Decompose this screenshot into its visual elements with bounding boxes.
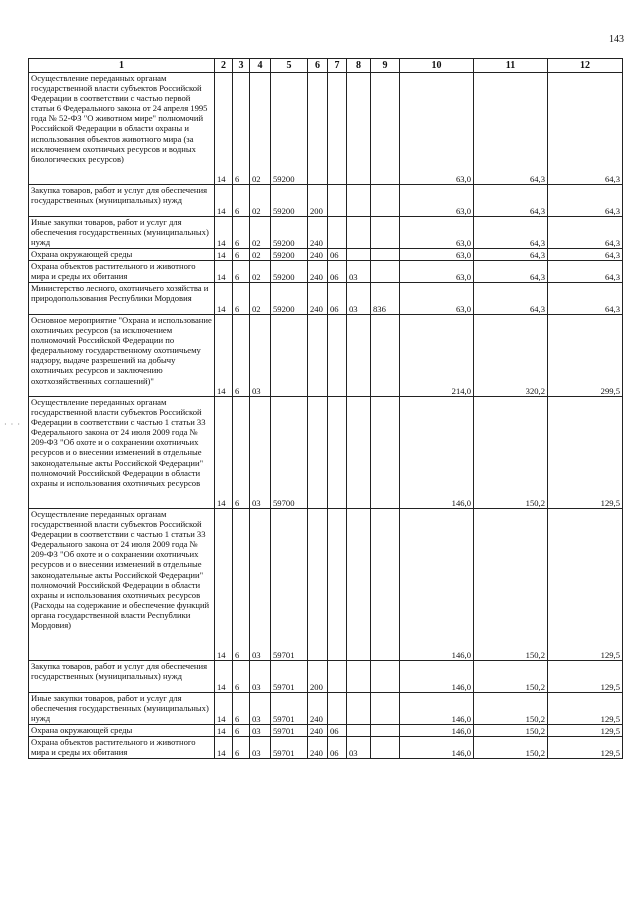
row-description: Министерство лесного, охотничьего хозяйства и природопользования Республики Мордовия — [29, 283, 215, 315]
row-description: Закупка товаров, работ и услуг для обеспечения государственных (муниципальных) нужд — [29, 661, 215, 693]
code-ministry: 14 — [215, 737, 233, 759]
code-subsection — [347, 509, 371, 661]
code-expense-type — [308, 73, 328, 185]
code-department — [371, 217, 400, 249]
code-department — [371, 725, 400, 737]
amount-year-2: 64,3 — [474, 283, 548, 315]
column-header: 5 — [271, 59, 308, 73]
code-subprogram: 03 — [250, 725, 271, 737]
code-ministry: 14 — [215, 509, 233, 661]
code-subprogram: 03 — [250, 509, 271, 661]
column-header: 2 — [215, 59, 233, 73]
code-expense-type: 240 — [308, 725, 328, 737]
column-header: 1 — [29, 59, 215, 73]
code-subsection — [347, 725, 371, 737]
row-description: Осуществление переданных органам государственной власти субъектов Российской Федерации в соответствии с частью 1 статьи 33 Федерального закона от 24 июля 2009 года № 209-ФЗ "Об охоте и о сохранении охотничьих ресурсов и о внесении изменений в отдельные законодательные акты Российской Федерации" полномочий Российской Федерации в области охраны и использования охотничьих ресурсов — [29, 397, 215, 509]
table-row — [29, 73, 623, 185]
code-expense-type: 240 — [308, 283, 328, 315]
code-department — [371, 509, 400, 661]
code-expense-type: 200 — [308, 661, 328, 693]
amount-year-1: 63,0 — [400, 283, 474, 315]
code-section — [328, 185, 347, 217]
amount-year-3: 129,5 — [548, 397, 623, 509]
table-row — [29, 661, 623, 693]
table-row — [29, 185, 623, 217]
column-header: 6 — [308, 59, 328, 73]
code-direction: 59200 — [271, 283, 308, 315]
amount-year-3: 64,3 — [548, 217, 623, 249]
amount-year-1: 214,0 — [400, 315, 474, 397]
code-expense-type: 200 — [308, 185, 328, 217]
code-direction: 59701 — [271, 737, 308, 759]
code-expense-type: 240 — [308, 249, 328, 261]
code-ministry: 14 — [215, 661, 233, 693]
column-header: 8 — [347, 59, 371, 73]
code-subsection — [347, 661, 371, 693]
code-section: 06 — [328, 249, 347, 261]
code-department — [371, 185, 400, 217]
amount-year-2: 150,2 — [474, 509, 548, 661]
code-department — [371, 737, 400, 759]
code-expense-type: 240 — [308, 217, 328, 249]
code-direction: 59701 — [271, 661, 308, 693]
amount-year-3: 64,3 — [548, 73, 623, 185]
code-expense-type: 240 — [308, 261, 328, 283]
code-direction: 59200 — [271, 217, 308, 249]
code-subprogram: 02 — [250, 217, 271, 249]
code-ministry: 14 — [215, 315, 233, 397]
row-description: Осуществление переданных органам государственной власти субъектов Российской Федерации в соответствии с частью первой статьи 6 Федерального закона от 24 апреля 1995 года № 52-ФЗ "О животном мире" полномочий Российской Федерации в области охраны и использования объектов животного мира (за исключением охотничьих ресурсов и водных биологических ресурсов) — [29, 73, 215, 185]
row-description: Иные закупки товаров, работ и услуг для обеспечения государственных (муниципальных) нужд — [29, 217, 215, 249]
code-department — [371, 693, 400, 725]
code-subprogram: 03 — [250, 315, 271, 397]
code-section — [328, 661, 347, 693]
amount-year-2: 150,2 — [474, 725, 548, 737]
code-expense-type — [308, 315, 328, 397]
amount-year-2: 64,3 — [474, 185, 548, 217]
code-subprogram: 02 — [250, 283, 271, 315]
code-subsection — [347, 315, 371, 397]
amount-year-1: 63,0 — [400, 261, 474, 283]
code-ministry: 14 — [215, 185, 233, 217]
code-direction: 59200 — [271, 249, 308, 261]
column-header: 11 — [474, 59, 548, 73]
code-direction: 59701 — [271, 693, 308, 725]
code-department — [371, 249, 400, 261]
code-program: 6 — [233, 737, 250, 759]
code-ministry: 14 — [215, 261, 233, 283]
amount-year-1: 146,0 — [400, 737, 474, 759]
amount-year-2: 64,3 — [474, 261, 548, 283]
amount-year-1: 146,0 — [400, 661, 474, 693]
code-subprogram: 02 — [250, 185, 271, 217]
amount-year-3: 129,5 — [548, 693, 623, 725]
amount-year-1: 146,0 — [400, 509, 474, 661]
amount-year-3: 129,5 — [548, 737, 623, 759]
code-subprogram: 03 — [250, 661, 271, 693]
code-ministry: 14 — [215, 693, 233, 725]
amount-year-1: 63,0 — [400, 217, 474, 249]
amount-year-1: 63,0 — [400, 73, 474, 185]
code-program: 6 — [233, 509, 250, 661]
row-description: Охрана окружающей среды — [29, 249, 215, 261]
code-subsection — [347, 397, 371, 509]
code-section: 06 — [328, 261, 347, 283]
code-program: 6 — [233, 249, 250, 261]
code-subsection: 03 — [347, 737, 371, 759]
code-subsection — [347, 693, 371, 725]
code-program: 6 — [233, 315, 250, 397]
page-number: 143 — [609, 34, 624, 45]
code-ministry: 14 — [215, 397, 233, 509]
code-subsection — [347, 249, 371, 261]
amount-year-2: 150,2 — [474, 661, 548, 693]
amount-year-3: 129,5 — [548, 509, 623, 661]
code-section — [328, 693, 347, 725]
amount-year-1: 63,0 — [400, 249, 474, 261]
code-expense-type: 240 — [308, 693, 328, 725]
code-section: 06 — [328, 737, 347, 759]
code-program: 6 — [233, 217, 250, 249]
code-ministry: 14 — [215, 725, 233, 737]
table-row — [29, 283, 623, 315]
amount-year-3: 299,5 — [548, 315, 623, 397]
amount-year-3: 129,5 — [548, 725, 623, 737]
row-description: Иные закупки товаров, работ и услуг для обеспечения государственных (муниципальных) нужд — [29, 693, 215, 725]
code-program: 6 — [233, 661, 250, 693]
amount-year-1: 63,0 — [400, 185, 474, 217]
code-expense-type — [308, 397, 328, 509]
code-direction: 59700 — [271, 397, 308, 509]
code-subsection — [347, 185, 371, 217]
row-description: Осуществление переданных органам государственной власти субъектов Российской Федерации в соответствии с частью 1 статьи 33 Федерального закона от 24 июля 2009 года № 209-ФЗ "Об охоте и о сохранении охотничьих ресурсов и о внесении изменений в отдельные законодательные акты Российской Федерации" полномочий Российской Федерации в области охраны и использования охотничьих ресурсов (Расходы на содержание и обеспечение функций органа государственной власти Республики Мордовия) — [29, 509, 215, 661]
amount-year-2: 320,2 — [474, 315, 548, 397]
code-department: 836 — [371, 283, 400, 315]
table-row — [29, 725, 623, 737]
code-section: 06 — [328, 725, 347, 737]
code-ministry: 14 — [215, 73, 233, 185]
code-program: 6 — [233, 725, 250, 737]
amount-year-3: 64,3 — [548, 249, 623, 261]
amount-year-1: 146,0 — [400, 693, 474, 725]
row-description: Охрана объектов растительного и животного мира и среды их обитания — [29, 737, 215, 759]
table-row — [29, 315, 623, 397]
table-row — [29, 261, 623, 283]
code-program: 6 — [233, 283, 250, 315]
code-program: 6 — [233, 693, 250, 725]
code-department — [371, 661, 400, 693]
amount-year-3: 64,3 — [548, 185, 623, 217]
column-header: 9 — [371, 59, 400, 73]
code-direction: 59701 — [271, 725, 308, 737]
column-header: 3 — [233, 59, 250, 73]
margin-mark: · · · — [4, 420, 21, 429]
code-ministry: 14 — [215, 217, 233, 249]
code-section — [328, 397, 347, 509]
amount-year-1: 146,0 — [400, 725, 474, 737]
code-ministry: 14 — [215, 283, 233, 315]
column-header: 10 — [400, 59, 474, 73]
column-header: 4 — [250, 59, 271, 73]
code-subprogram: 02 — [250, 249, 271, 261]
code-section — [328, 217, 347, 249]
amount-year-2: 150,2 — [474, 397, 548, 509]
table-row — [29, 737, 623, 759]
code-department — [371, 73, 400, 185]
code-subprogram: 03 — [250, 737, 271, 759]
code-direction: 59200 — [271, 73, 308, 185]
amount-year-3: 64,3 — [548, 261, 623, 283]
code-program: 6 — [233, 73, 250, 185]
row-description: Основное мероприятие "Охрана и использование охотничьих ресурсов (за исключением полномочий Российской Федерации по федеральному государственному охотничьему надзору, выдаче разрешений на добычу охотничьих ресурсов и заключению охотхозяйственных соглашений)" — [29, 315, 215, 397]
header-row — [29, 59, 623, 73]
amount-year-3: 64,3 — [548, 283, 623, 315]
row-description: Закупка товаров, работ и услуг для обеспечения государственных (муниципальных) нужд — [29, 185, 215, 217]
amount-year-2: 64,3 — [474, 73, 548, 185]
amount-year-2: 64,3 — [474, 249, 548, 261]
code-department — [371, 397, 400, 509]
table-row — [29, 509, 623, 661]
code-direction — [271, 315, 308, 397]
code-subsection — [347, 217, 371, 249]
code-expense-type: 240 — [308, 737, 328, 759]
code-direction: 59701 — [271, 509, 308, 661]
code-section: 06 — [328, 283, 347, 315]
table-row — [29, 693, 623, 725]
amount-year-3: 129,5 — [548, 661, 623, 693]
row-description: Охрана объектов растительного и животного мира и среды их обитания — [29, 261, 215, 283]
amount-year-2: 64,3 — [474, 217, 548, 249]
code-subprogram: 03 — [250, 397, 271, 509]
code-direction: 59200 — [271, 261, 308, 283]
code-program: 6 — [233, 185, 250, 217]
table-body — [29, 73, 623, 759]
code-subsection: 03 — [347, 283, 371, 315]
code-section — [328, 73, 347, 185]
amount-year-2: 150,2 — [474, 693, 548, 725]
code-section — [328, 509, 347, 661]
code-program: 6 — [233, 397, 250, 509]
code-section — [328, 315, 347, 397]
budget-table — [28, 58, 623, 759]
amount-year-2: 150,2 — [474, 737, 548, 759]
column-header: 12 — [548, 59, 623, 73]
column-header: 7 — [328, 59, 347, 73]
table-row — [29, 249, 623, 261]
code-subsection — [347, 73, 371, 185]
table-row — [29, 397, 623, 509]
code-subprogram: 02 — [250, 73, 271, 185]
code-program: 6 — [233, 261, 250, 283]
code-subprogram: 03 — [250, 693, 271, 725]
code-expense-type — [308, 509, 328, 661]
code-department — [371, 315, 400, 397]
code-subsection: 03 — [347, 261, 371, 283]
code-ministry: 14 — [215, 249, 233, 261]
code-department — [371, 261, 400, 283]
code-subprogram: 02 — [250, 261, 271, 283]
code-direction: 59200 — [271, 185, 308, 217]
table-row — [29, 217, 623, 249]
amount-year-1: 146,0 — [400, 397, 474, 509]
row-description: Охрана окружающей среды — [29, 725, 215, 737]
